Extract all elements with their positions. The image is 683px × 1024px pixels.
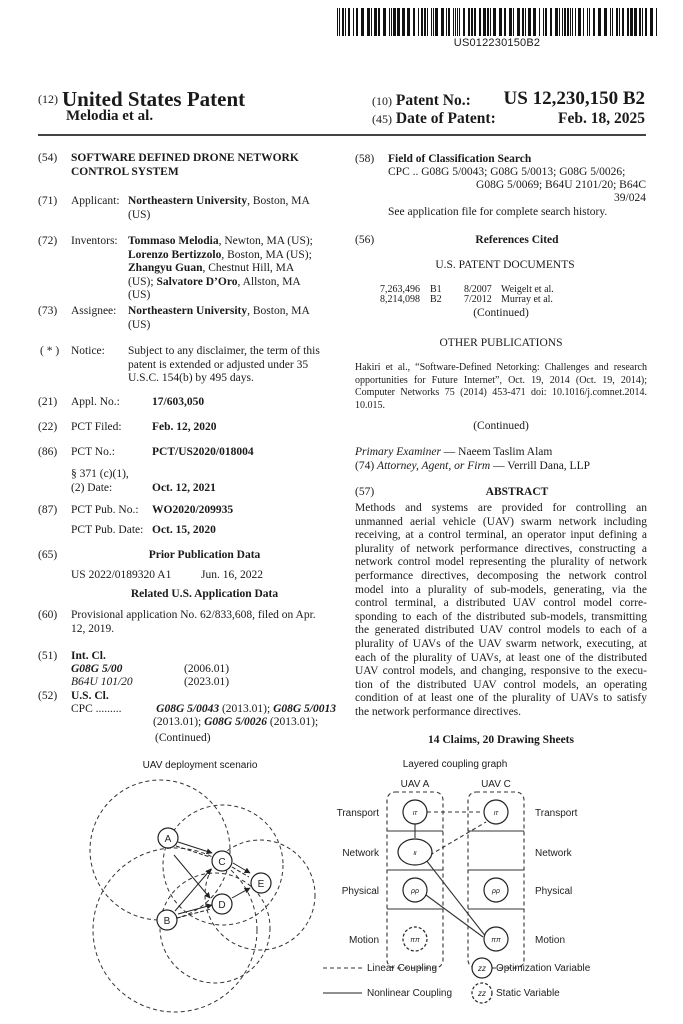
barcode-bar [645,8,647,36]
other-publications-heading: OTHER PUBLICATIONS [439,337,563,349]
barcode-bar [378,8,380,36]
variable-symbol: ιτ [412,810,418,817]
barcode-bar [448,8,450,36]
kind-code: (12) [38,92,58,106]
layer-label-right: Motion [535,935,566,946]
variable-symbol: ρρ [491,888,501,895]
barcode-bar [570,8,571,36]
abstract-line: unmanned aerial vehicle (UAV) swarm network including [355,515,647,528]
us-patent-docs-heading: U.S. PATENT DOCUMENTS [435,259,575,271]
barcode-bar [598,8,601,36]
barcode-bar [587,8,588,36]
abstract-line: performance directives, decomposing the network control [355,569,647,582]
barcode-bar [391,8,392,36]
pct-pub-no: WO2020/209935 [152,504,234,516]
link-edge [176,846,210,857]
patent-number: US 12,230,150 B2 [503,88,645,109]
abstract-line: sponding to each of the distributed sub-models, transmitting [355,610,647,623]
barcode-bar [393,8,396,36]
barcode-bar [463,8,465,36]
barcode-bar [431,8,432,36]
abstract-line: network control model representing the plurality of network [355,556,647,569]
nonlinear-coupling-edge [426,895,483,937]
linear-coupling-edge [430,822,486,855]
barcode-bar [483,8,486,36]
field-search-line: CPC .. G08G 5/0043; G08G 5/0013; G08G 5/0026; [388,166,626,178]
barcode-bar [490,8,491,36]
applicant-name: Northeastern University [128,195,248,207]
barcode-bar [413,8,415,36]
barcode-number: US012230150B2 [453,37,541,49]
barcode-bar [353,8,354,36]
abstract-line: plurality of UAVs of the UAV swarm network, executing, at [355,637,647,650]
barcode-bar [457,8,458,36]
barcode-bar [572,8,573,36]
barcode-bar [499,8,502,36]
barcode-bar [356,8,358,36]
barcode-bar [509,8,512,36]
references-heading: References Cited [475,234,559,246]
layer-label-right: Physical [535,886,573,897]
barcode-bar [504,8,506,36]
node-label: E [257,879,265,890]
node-label: B [163,916,171,927]
barcode-bar [656,8,657,36]
barcode-bar [575,8,576,36]
barcode-bar [471,8,473,36]
abstract-line: the generated distributed UAV control models to each of a [355,624,647,637]
barcode-bar [533,8,536,36]
abstract-line: model into a plurality of sub-models, generating, via the [355,583,647,596]
claims-count: 14 Claims, 20 Drawing Sheets [428,734,574,746]
barcode-bar [427,8,428,36]
invention-title-line2: CONTROL SYSTEM [71,165,179,178]
barcode-bar [545,8,547,36]
abstract-heading: ABSTRACT [485,486,549,498]
node-label: D [218,900,226,911]
barcode-bar [610,8,611,36]
node-label: A [164,834,172,845]
attorney: (74) Attorney, Agent, or Firm — Verrill Dana, LLP [355,460,590,472]
inventor-name: Tommaso Melodia [128,235,219,247]
abstract-line: receiving, at a control terminal, an operator input defining a [355,529,647,542]
layer-label-left: Transport [336,808,379,819]
barcode-bar [578,8,581,36]
barcode-bar [337,8,338,36]
s371-date: Oct. 12, 2021 [152,481,216,494]
abstract-line: each of the plurality of UAVs, at least one of the distributed [355,651,647,664]
appl-no: 17/603,050 [152,396,205,408]
barcode-bar [522,8,524,36]
barcode-bar [550,8,552,36]
primary-examiner: Primary Examiner — Naeem Taslim Alam [355,446,553,458]
barcode-bar [593,8,595,36]
barcode-bar [517,8,520,36]
barcode-bar [367,8,370,36]
us-cl-continued: (Continued) [155,732,211,744]
layer-label-left: Network [342,848,379,859]
barcode-bar [383,8,386,36]
barcode-bar [339,8,340,36]
barcode-bar [441,8,444,36]
barcode-bar [418,8,419,36]
uav-c-label: UAV C [481,779,511,790]
variable-symbol: ιτ [493,810,499,817]
layer-label-right: Network [535,848,572,859]
barcode-bar [564,8,566,36]
legend-static-symbol: zz [478,989,486,998]
barcode-bar [583,8,584,36]
barcode-bar [374,8,377,36]
barcode-bar [342,8,344,36]
barcode-bar [468,8,470,36]
barcode-bar [513,8,514,36]
inventor-name: Zhangyu Guan [128,262,203,274]
abstract-line: the network performance directives. [355,705,522,718]
abstract-line: condition of at least one of the plurality of UAVs to satisfy [355,692,647,705]
barcode-bar [446,8,447,36]
abstract-text [355,502,647,720]
legend-static-label: Static Variable [496,988,560,999]
assignee-name: Northeastern University [128,305,248,317]
inventors-short: Melodia et al. [66,108,154,124]
pct-filed-date: Feb. 12, 2020 [152,421,217,433]
pct-pub-date: Oct. 15, 2020 [152,524,216,536]
coupling-diagram [320,772,620,1012]
attorney-name: Verrill Dana, LLP [507,460,590,472]
barcode-bar [639,8,641,36]
barcode-bar [424,8,426,36]
node-label: C [218,857,226,868]
layer-label-right: Transport [535,808,578,819]
legend-linear-label: Linear Coupling [367,963,438,974]
patent-kind: United States Patent [62,87,246,111]
nonlinear-coupling-edge [426,860,490,942]
coverage-circle [93,848,257,1012]
header-divider [38,134,646,136]
barcode-bar [634,8,637,36]
barcode-bar [559,8,560,36]
barcode [337,8,657,36]
barcode-bar [543,8,544,36]
barcode-bar [433,8,434,36]
layer-label-left: Physical [341,886,379,897]
link-edge [232,867,249,877]
barcode-bar [567,8,569,36]
barcode-bar [371,8,372,36]
barcode-bar [348,8,350,36]
patent-date-label: (45) Date of Patent: [372,110,496,127]
abstract-line: UAV control models, and changing, responsive to the execu- [355,665,647,678]
barcode-bar [604,8,607,36]
layer-label-left: Motion [348,935,379,946]
abstract-line: control terminal, a distributed UAV control model corre- [355,597,647,610]
coupling-title: Layered coupling graph [402,759,508,770]
barcode-bar [459,8,460,36]
barcode-bar [627,8,629,36]
barcode-bar [642,8,643,36]
field-search-line: 39/024 [614,192,646,204]
barcode-bar [453,8,454,36]
uav-a-label: UAV A [400,779,430,790]
barcode-bar [650,8,653,36]
barcode-bar [612,8,613,36]
examiner-name: Naeem Taslim Alam [458,446,553,458]
variable-symbol: ππ [491,937,501,944]
patent-number-label: (10) Patent No.: [372,92,471,109]
coverage-circle [90,780,230,920]
abstract-line: Methods and systems are provided for controlling an [355,502,647,514]
barcode-bar [539,8,540,36]
barcode-bar [487,8,489,36]
barcode-bar [630,8,633,36]
deployment-title: UAV deployment scenario [142,760,258,771]
barcode-bar [455,8,456,36]
abstract-line: tion of the distributed UAV control models, an operating [355,678,647,691]
invention-title-line1: SOFTWARE DEFINED DRONE NETWORK [71,152,299,164]
barcode-bar [435,8,438,36]
barcode-bar [402,8,405,36]
barcode-bar [397,8,400,36]
link-edge [178,842,212,853]
link-edge [233,863,250,873]
link-edge [232,888,250,898]
field-search-note: See application file for complete search history. [388,206,608,218]
barcode-bar [361,8,364,36]
barcode-bar [562,8,563,36]
barcode-bar [555,8,558,36]
barcode-bar [407,8,410,36]
related-heading: Related U.S. Application Data [130,588,279,600]
pct-no: PCT/US2020/018004 [152,446,254,458]
prior-pub-heading: Prior Publication Data [148,549,261,561]
field-search-line: G08G 5/0069; B64U 2101/20; B64C [476,179,646,191]
legend-nonlinear-label: Nonlinear Coupling [367,988,453,999]
other-publications-continued: (Continued) [473,420,529,432]
barcode-bar [622,8,624,36]
barcode-bar [528,8,531,36]
barcode-bar [493,8,496,36]
variable-symbol: ππ [410,937,420,944]
inventor-name: Lorenzo Bertizzolo [128,248,222,261]
barcode-bar [589,8,590,36]
barcode-bar [389,8,390,36]
references-continued: (Continued) [473,307,529,319]
other-publication: Hakiri et al., “Software-Defined Netorking: Challenges and research opportunities for Future Internet”, Oct. 19, 2014 (Oct. 19, 2014); Computer Networks 75 (2014) 453-471 doi: 10.1016/j.comnet.2014. 10.015. [355,362,647,411]
barcode-bar [525,8,526,36]
abstract-line: plurality of network performance directives, constructing a [355,542,647,555]
legend-opt-symbol: zz [478,964,486,973]
barcode-bar [616,8,618,36]
legend-opt-label: Optimization Variable [496,963,591,974]
barcode-bar [474,8,476,36]
legend [323,958,591,1003]
patent-date: Feb. 18, 2025 [558,110,645,127]
barcode-bar [479,8,481,36]
deployment-diagram [80,770,330,1024]
variable-symbol: ιι [413,850,417,857]
barcode-bar [619,8,620,36]
variable-symbol: ρρ [410,888,420,895]
inventor-name: Salvatore D’Oro [156,275,238,288]
barcode-bar [421,8,423,36]
barcode-bar [345,8,346,36]
